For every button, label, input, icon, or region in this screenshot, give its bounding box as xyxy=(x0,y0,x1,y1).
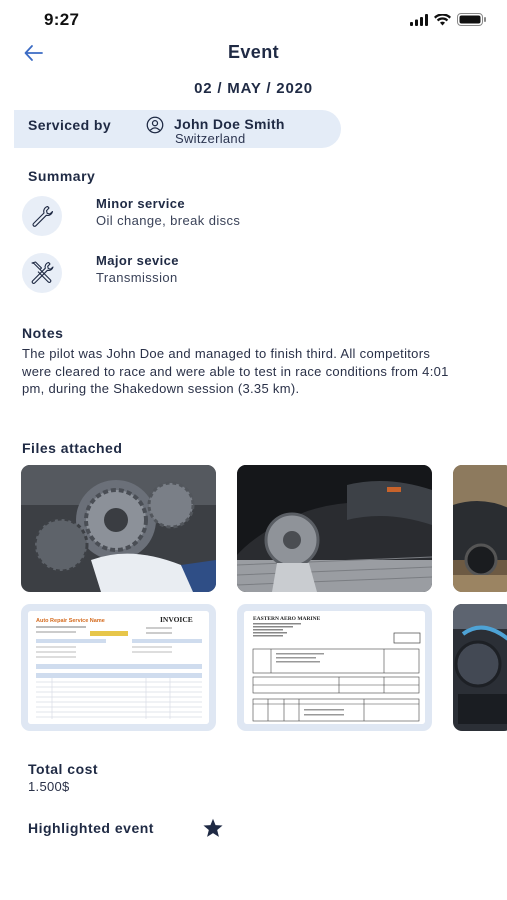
service-title: Minor service xyxy=(96,196,186,211)
file-thumbnail-brake-disc[interactable] xyxy=(237,465,432,592)
invoice-title: INVOICE xyxy=(160,615,193,624)
status-bar xyxy=(0,0,507,40)
invoice-header: Auto Repair Service Name xyxy=(36,618,105,624)
service-item-minor[interactable] xyxy=(22,196,402,236)
wrench-icon xyxy=(29,203,55,229)
gearbox-photo xyxy=(21,465,216,592)
wifi-icon xyxy=(434,14,451,26)
serviced-by-label: Serviced by xyxy=(28,117,111,133)
total-cost-label: Total cost xyxy=(28,761,99,777)
engine-photo xyxy=(453,604,507,731)
notes-body: The pilot was John Doe and managed to finish third. All competitors were cleared to race and were able to test in race conditions from 4:01 pm, during the Shakedown session (3.35 km). xyxy=(22,346,449,396)
highlighted-event-label: Highlighted event xyxy=(28,820,154,836)
file-thumbnail-invoice-1[interactable] xyxy=(21,604,216,731)
serviced-by-card xyxy=(14,110,341,148)
garage-photo xyxy=(453,465,507,592)
service-icon-circle xyxy=(22,196,62,236)
invoice-document xyxy=(28,611,209,724)
summary-heading: Summary xyxy=(28,168,96,184)
notes-heading: Notes xyxy=(22,325,64,341)
service-subtitle: Transmission xyxy=(96,270,178,285)
event-date: 02 / MAY / 2020 xyxy=(194,80,313,97)
technician-country: Switzerland xyxy=(175,131,246,146)
page-title: Event xyxy=(227,42,280,62)
file-thumbnail-gearbox[interactable] xyxy=(21,465,216,592)
total-cost-value: 1.500$ xyxy=(28,779,70,794)
star-icon[interactable] xyxy=(202,818,224,838)
files-heading: Files attached xyxy=(22,440,123,456)
crossed-tools-icon xyxy=(28,259,56,287)
status-icons xyxy=(410,13,487,26)
service-item-major[interactable] xyxy=(22,253,402,293)
service-subtitle: Oil change, break discs xyxy=(96,213,241,228)
service-title: Major sevice xyxy=(96,253,179,268)
technician-name: John Doe Smith xyxy=(174,116,285,132)
invoice-document xyxy=(244,611,425,724)
person-circle-icon xyxy=(146,116,164,134)
status-time: 9:27 xyxy=(44,10,80,29)
brake-disc-photo xyxy=(237,465,432,592)
invoice-header: EASTERN AERO MARINE xyxy=(253,616,321,622)
signal-icon xyxy=(410,14,428,26)
nav-bar xyxy=(0,38,507,68)
file-thumbnail-invoice-2[interactable] xyxy=(237,604,432,731)
service-icon-circle xyxy=(22,253,62,293)
battery-icon xyxy=(457,13,487,26)
file-thumbnail-garage[interactable] xyxy=(453,465,507,592)
file-thumbnail-engine[interactable] xyxy=(453,604,507,731)
